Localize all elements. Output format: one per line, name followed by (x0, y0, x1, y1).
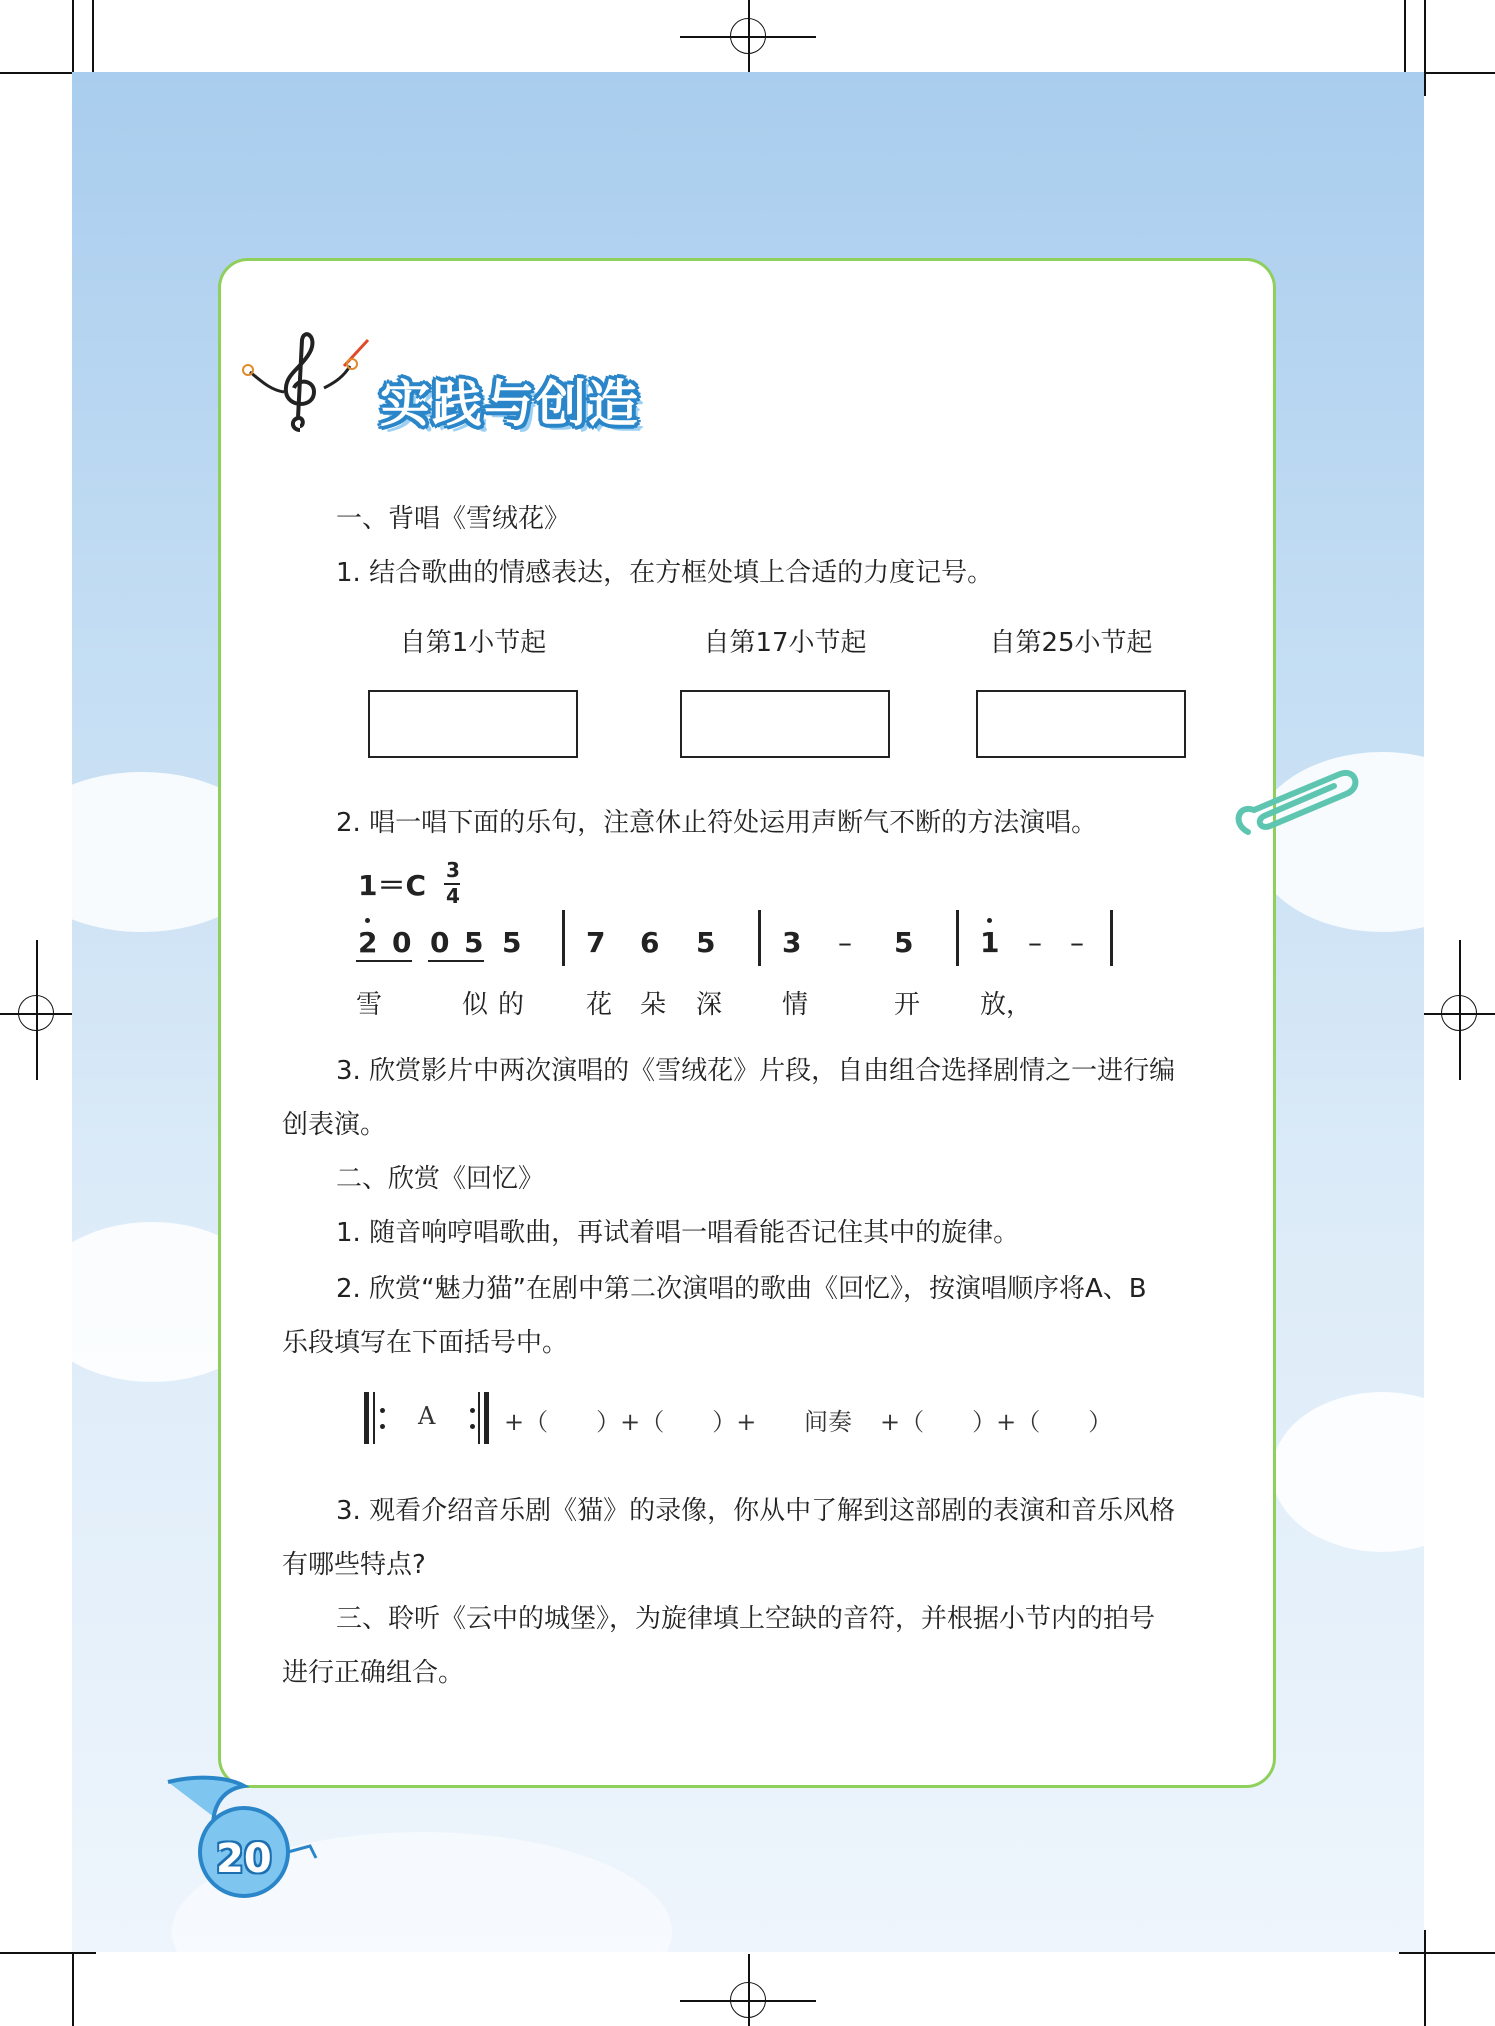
crop-mark (748, 0, 750, 72)
key-signature: 1＝C (358, 869, 427, 902)
form-blanks-2[interactable]: +（ ）+（ ） (880, 1408, 1113, 1436)
treble-clef-icon (240, 330, 370, 440)
note: 5 (894, 926, 914, 959)
question-1-3-line2: 创表演。 (282, 1110, 387, 1140)
octave-dot (365, 918, 370, 923)
time-signature-bottom: 4 (446, 884, 460, 908)
question-2-2-line2: 乐段填写在下面括号中。 (282, 1328, 569, 1358)
section-two-heading: 二、欣赏《回忆》 (336, 1164, 545, 1194)
section-three-line2: 进行正确组合。 (282, 1658, 465, 1688)
note: 1 (980, 926, 1000, 959)
note: 3 (782, 926, 802, 959)
crop-mark (36, 940, 38, 1080)
crop-mark (1404, 0, 1406, 72)
octave-dot (987, 918, 992, 923)
lyric: 花 (586, 990, 613, 1020)
section-three-line1: 三、聆听《云中的城堡》，为旋律填上空缺的音符，并根据小节内的拍号 (336, 1604, 1156, 1634)
lyric: 深 (696, 990, 723, 1020)
bar-line (1110, 910, 1113, 966)
question-1-1: 1. 结合歌曲的情感表达，在方框处填上合适的力度记号。 (336, 558, 994, 588)
repeat-dot (470, 1424, 475, 1429)
crop-mark (1424, 1930, 1426, 2026)
dynamics-answer-box-3[interactable] (976, 690, 1186, 758)
beam-line (428, 960, 484, 962)
note: 5 (696, 926, 716, 959)
lyric: 开 (894, 990, 921, 1020)
crop-mark (748, 1954, 750, 2026)
crop-mark (1424, 0, 1426, 96)
note: – (1028, 926, 1042, 959)
cloud (1272, 1392, 1424, 1552)
form-blanks-1[interactable]: +（ ）+（ ）+ (504, 1408, 757, 1436)
bar-line (758, 910, 761, 966)
question-2-2-line1: 2. 欣赏“魅力猫”在剧中第二次演唱的歌曲《回忆》，按演唱顺序将A、B (336, 1274, 1147, 1304)
bar-line (562, 910, 565, 966)
repeat-bar (478, 1392, 480, 1444)
box-label-2: 自第17小节起 (703, 628, 867, 658)
repeat-bar (364, 1392, 369, 1444)
form-interlude: 间奏 (804, 1408, 852, 1436)
note: 0 (430, 926, 450, 959)
time-signature-top: 3 (446, 858, 460, 882)
crop-mark (1459, 940, 1461, 1080)
lyric: 放， (980, 990, 1033, 1020)
crop-mark (92, 0, 94, 72)
beam-line (356, 960, 412, 962)
note: 2 (358, 926, 378, 959)
lyric: 雪 (356, 990, 383, 1020)
repeat-bar (373, 1392, 375, 1444)
question-2-3-line1: 3. 观看介绍音乐剧《猫》的录像，你从中了解到这部剧的表演和音乐风格 (336, 1496, 1176, 1526)
note: 6 (640, 926, 660, 959)
dynamics-answer-box-1[interactable] (368, 690, 578, 758)
note: 0 (392, 926, 412, 959)
page-number: 20 (216, 1836, 272, 1882)
box-label-1: 自第1小节起 (399, 628, 547, 658)
paperclip-icon (1230, 762, 1360, 852)
note: 7 (586, 926, 606, 959)
question-1-2: 2. 唱一唱下面的乐句，注意休止符处运用声断气不断的方法演唱。 (336, 808, 1098, 838)
question-1-3-line1: 3. 欣赏影片中两次演唱的《雪绒花》片段，自由组合选择剧情之一进行编 (336, 1056, 1176, 1086)
crop-mark (1399, 1952, 1495, 1954)
note: – (838, 926, 852, 959)
dynamics-answer-box-2[interactable] (680, 690, 890, 758)
box-label-3: 自第25小节起 (989, 628, 1153, 658)
repeat-dot (380, 1424, 385, 1429)
note: 5 (502, 926, 522, 959)
repeat-dot (380, 1408, 385, 1413)
crop-mark (0, 1952, 96, 1954)
note: 5 (464, 926, 484, 959)
repeat-dot (470, 1408, 475, 1413)
form-section-a: A (418, 1402, 436, 1430)
lyric: 朵 (640, 990, 667, 1020)
bar-line (956, 910, 959, 966)
lyric: 情 (782, 990, 809, 1020)
question-2-1: 1. 随音响哼唱歌曲，再试着唱一唱看能否记住其中的旋律。 (336, 1218, 1020, 1248)
lyric: 似的 (462, 990, 535, 1020)
repeat-bar (484, 1392, 489, 1444)
question-2-3-line2: 有哪些特点? (282, 1550, 426, 1580)
section-one-heading: 一、背唱《雪绒花》 (336, 504, 571, 534)
note: – (1070, 926, 1084, 959)
section-title: 实践与创造 (380, 375, 640, 433)
